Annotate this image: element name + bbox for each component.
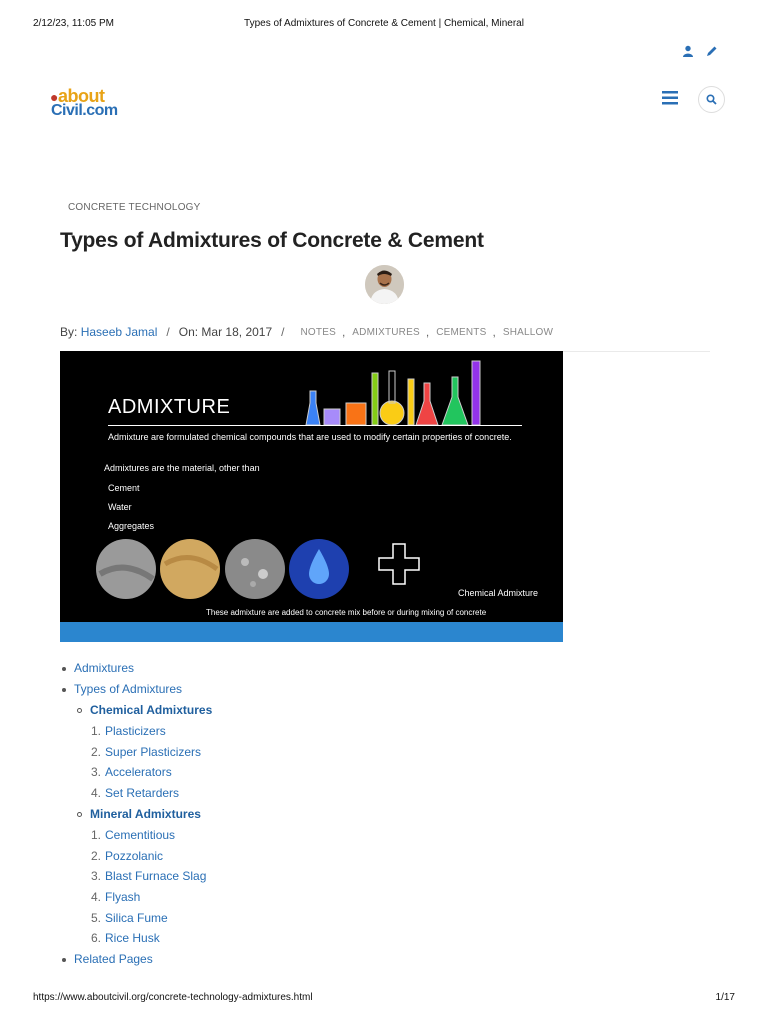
hamburger-menu-icon[interactable] [661,90,679,106]
toc-link[interactable]: Plasticizers [105,724,166,738]
print-url: https://www.aboutcivil.org/concrete-technology-admixtures.html [33,992,313,1003]
user-icon[interactable] [682,45,694,57]
hero-image [60,351,563,642]
list-number: 1. [91,828,102,842]
list-item[interactable] [91,888,140,906]
post-category[interactable]: CONCRETE TECHNOLOGY [68,202,201,213]
list-bullet [62,667,66,671]
toc-item-mineral[interactable] [90,805,201,823]
list-item[interactable] [91,763,172,781]
toc-link[interactable]: Related Pages [74,952,153,966]
print-page-number: 1/17 [715,992,735,1003]
hero-note: These admixture are added to concrete mix before or during mixing of concrete [206,608,487,617]
avatar[interactable] [365,265,404,304]
list-number: 5. [91,911,102,925]
list-number: 1. [91,724,102,738]
toc-link[interactable]: Admixtures [74,661,135,675]
hero-title: ADMIXTURE [108,396,231,418]
toc-link[interactable]: Chemical Admixtures [90,703,213,717]
toc-link[interactable]: Cementitious [105,828,176,842]
print-document-title: Types of Admixtures of Concrete & Cement | Chemical, Mineral [244,18,524,29]
hero-chemical-label: Chemical Admixture [458,588,539,598]
toc-link[interactable]: Super Plasticizers [105,745,202,759]
list-number: 3. [91,765,102,779]
toc-item-admixtures[interactable] [74,659,134,677]
list-item[interactable] [91,847,163,865]
print-timestamp: 2/12/23, 11:05 PM [33,18,114,29]
list-number: 2. [91,849,102,863]
list-item[interactable] [91,909,168,927]
toc-item-chemical[interactable] [90,701,212,719]
toc-link[interactable]: Pozzolanic [105,849,164,863]
logo-line-1: ●about [50,86,105,106]
toc-link[interactable]: Flyash [105,890,141,904]
list-number: 4. [91,890,102,904]
top-icon-bar [682,45,718,57]
list-item[interactable] [91,929,160,947]
meta-separator: / [166,325,170,339]
toc-link[interactable]: Set Retarders [105,786,180,800]
toc-link[interactable]: Silica Fume [105,911,168,925]
search-icon [706,94,717,105]
tag-link[interactable]: CEMENTS [436,326,487,338]
list-item[interactable] [91,722,166,740]
hero-band [60,622,563,642]
hero-other-than: Admixtures are the material, other than [104,463,260,473]
materials-illustration [95,534,435,604]
hero-rule [108,425,522,426]
list-number: 2. [91,745,102,759]
list-item[interactable] [91,826,175,844]
author-link[interactable]: Haseeb Jamal [80,325,158,339]
list-item[interactable] [91,784,179,802]
toc-item-types[interactable] [74,680,182,698]
list-item[interactable] [91,867,206,885]
post-meta [60,325,553,339]
list-circle [77,812,82,817]
list-number: 4. [91,786,102,800]
tag-link[interactable]: SHALLOW [502,326,554,338]
lab-glassware-illustration [296,359,526,429]
site-logo[interactable] [50,86,130,120]
tag-link[interactable]: NOTES [300,326,336,338]
page-title: Types of Admixtures of Concrete & Cement [60,229,484,252]
toc-link[interactable]: Accelerators [105,765,172,779]
list-bullet [62,688,66,692]
toc-link[interactable]: Blast Furnace Slag [105,869,207,883]
toc-link[interactable]: Rice Husk [105,931,160,945]
toc-item-related[interactable] [74,950,153,968]
list-item[interactable] [91,743,201,761]
list-number: 3. [91,869,102,883]
hero-item: Aggregates [108,521,155,531]
post-date: On: Mar 18, 2017 [178,325,273,339]
hero-item: Cement [108,483,140,493]
print-footer [0,992,768,1006]
list-bullet [62,958,66,962]
search-button[interactable] [698,86,725,113]
tag-comma: , [492,325,496,339]
by-label: By: [60,325,78,339]
hero-definition: Admixture are formulated chemical compounds that are used to modify certain properties of concrete. [108,432,512,442]
pencil-icon[interactable] [706,45,718,57]
meta-separator: / [281,325,285,339]
print-header [0,18,768,32]
toc-link[interactable]: Mineral Admixtures [90,807,201,821]
list-circle [77,708,82,713]
list-number: 6. [91,931,102,945]
tag-comma: , [425,325,430,339]
hero-item: Water [108,502,132,512]
tag-link[interactable]: ADMIXTURES [352,326,420,338]
logo-line-2: Civil.com [51,102,118,119]
toc-link[interactable]: Types of Admixtures [74,682,183,696]
tag-comma: , [341,325,346,339]
